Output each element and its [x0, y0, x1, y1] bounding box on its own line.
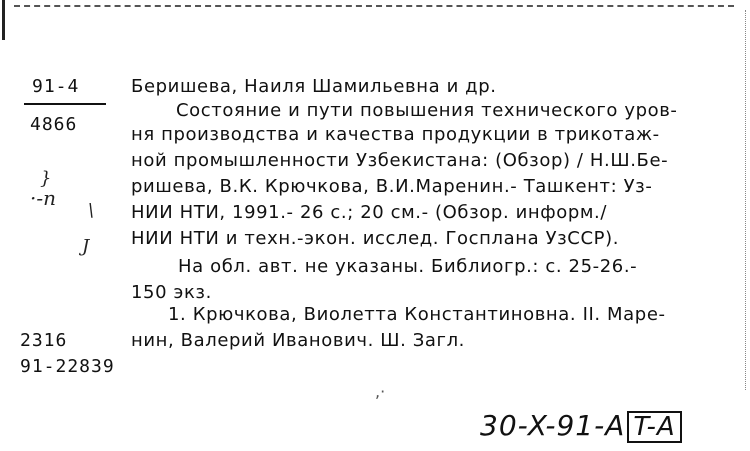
- handwritten-mark-2: ·-n: [30, 186, 56, 210]
- card-left-edge: [2, 0, 5, 40]
- call-number-rule: [24, 103, 106, 105]
- handwritten-mark-3: \: [88, 200, 95, 221]
- handwritten-mark-4: J: [82, 236, 90, 257]
- entry-line-4: ришева, В.К. Крючкова, В.И.Маренин.- Ташкент: Уз-: [131, 176, 653, 197]
- handwritten-mark-1: }: [40, 168, 52, 189]
- entry-line-5: НИИ НТИ, 1991.- 26 с.; 20 см.- (Обзор. информ./: [131, 202, 608, 223]
- stamp-boxed-code: T-A: [627, 411, 681, 443]
- entry-line-2: ня производства и качества продукции в трикотаж-: [131, 124, 660, 145]
- shelf-stamp: [480, 410, 682, 443]
- left-number: 2316: [20, 330, 68, 351]
- entry-tracings-2: нин, Валерий Иванович. Ш. Загл.: [131, 330, 465, 351]
- entry-line-1: Состояние и пути повышения технического уров-: [176, 100, 678, 121]
- call-number-top: 91-4: [32, 76, 80, 97]
- stamp-code: 30-X-91-A: [480, 409, 626, 442]
- entry-line-3: ной промышленности Узбекистана: (Обзор) / Н.Ш.Бе-: [131, 150, 669, 171]
- entry-line-6: НИИ НТИ и техн.-экон. исслед. Госплана УзССР).: [131, 228, 620, 249]
- entry-heading: Беришева, Наиля Шамильевна и др.: [131, 76, 497, 97]
- speck-mark: ,·: [375, 382, 386, 401]
- record-number: 91-22839: [20, 356, 115, 377]
- card-top-edge: [14, 5, 734, 7]
- entry-tracings-1: 1. Крючкова, Виолетта Константиновна. II. Маре-: [168, 304, 666, 325]
- card-right-edge: [745, 10, 746, 390]
- entry-copies: 150 экз.: [131, 282, 212, 303]
- call-number-bottom: 4866: [30, 114, 78, 135]
- entry-notes: На обл. авт. не указаны. Библиогр.: с. 25-26.-: [178, 256, 638, 277]
